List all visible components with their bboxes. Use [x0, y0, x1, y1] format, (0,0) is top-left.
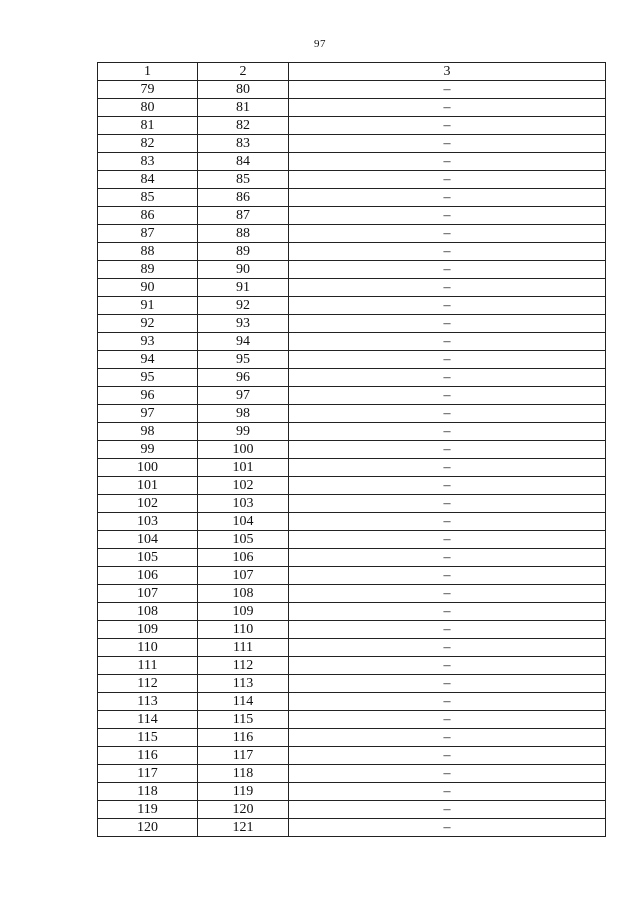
- table-cell-col-2: 114: [198, 693, 289, 711]
- table-cell-col-1: 115: [98, 729, 198, 747]
- table-row: [98, 135, 606, 153]
- table-cell-col-3: –: [289, 99, 606, 117]
- table-cell-col-3: –: [289, 567, 606, 585]
- table-row: [98, 531, 606, 549]
- table-cell-col-1: 113: [98, 693, 198, 711]
- table-cell-col-1: 105: [98, 549, 198, 567]
- table-cell-col-3: –: [289, 585, 606, 603]
- table-row: [98, 153, 606, 171]
- table-cell-col-1: 83: [98, 153, 198, 171]
- table-cell-col-2: 103: [198, 495, 289, 513]
- table-cell-col-3: –: [289, 171, 606, 189]
- table-row: [98, 477, 606, 495]
- table-cell-col-2: 80: [198, 81, 289, 99]
- table-cell-col-3: –: [289, 405, 606, 423]
- table-row: [98, 585, 606, 603]
- table-cell-col-1: 118: [98, 783, 198, 801]
- table-cell-col-1: 92: [98, 315, 198, 333]
- table-cell-col-1: 112: [98, 675, 198, 693]
- table-cell-col-2: 112: [198, 657, 289, 675]
- table-row: [98, 279, 606, 297]
- table-cell-col-2: 90: [198, 261, 289, 279]
- table-cell-col-3: –: [289, 639, 606, 657]
- table-cell-col-1: 107: [98, 585, 198, 603]
- table-cell-col-3: –: [289, 477, 606, 495]
- table-cell-col-3: –: [289, 495, 606, 513]
- column-header-2: 2: [198, 63, 289, 81]
- data-table: [97, 62, 606, 837]
- table-row: [98, 729, 606, 747]
- table-cell-col-1: 82: [98, 135, 198, 153]
- table-cell-col-2: 96: [198, 369, 289, 387]
- table-row: [98, 603, 606, 621]
- table-row: [98, 639, 606, 657]
- table-cell-col-3: –: [289, 387, 606, 405]
- table-cell-col-3: –: [289, 729, 606, 747]
- table-cell-col-1: 98: [98, 423, 198, 441]
- table-cell-col-3: –: [289, 783, 606, 801]
- table-cell-col-2: 85: [198, 171, 289, 189]
- table-row: [98, 243, 606, 261]
- table-cell-col-1: 89: [98, 261, 198, 279]
- table-cell-col-2: 102: [198, 477, 289, 495]
- table-cell-col-1: 96: [98, 387, 198, 405]
- table-cell-col-3: –: [289, 351, 606, 369]
- table-cell-col-3: –: [289, 531, 606, 549]
- table-cell-col-3: –: [289, 441, 606, 459]
- table-cell-col-3: –: [289, 657, 606, 675]
- table-row: [98, 747, 606, 765]
- table-cell-col-2: 105: [198, 531, 289, 549]
- table-cell-col-2: 118: [198, 765, 289, 783]
- table-cell-col-2: 116: [198, 729, 289, 747]
- table-row: [98, 423, 606, 441]
- table-cell-col-2: 108: [198, 585, 289, 603]
- table-row: [98, 405, 606, 423]
- table-cell-col-3: –: [289, 117, 606, 135]
- table-cell-col-1: 80: [98, 99, 198, 117]
- table-header-row: [98, 63, 606, 81]
- table-cell-col-2: 109: [198, 603, 289, 621]
- table-cell-col-1: 104: [98, 531, 198, 549]
- table-row: [98, 117, 606, 135]
- column-header-1: 1: [98, 63, 198, 81]
- table-cell-col-3: –: [289, 207, 606, 225]
- table-row: [98, 261, 606, 279]
- table-row: [98, 765, 606, 783]
- table-cell-col-1: 84: [98, 171, 198, 189]
- table-cell-col-2: 82: [198, 117, 289, 135]
- table-cell-col-3: –: [289, 189, 606, 207]
- table-cell-col-2: 87: [198, 207, 289, 225]
- table-cell-col-3: –: [289, 549, 606, 567]
- table-cell-col-1: 91: [98, 297, 198, 315]
- table-cell-col-2: 84: [198, 153, 289, 171]
- table-cell-col-2: 100: [198, 441, 289, 459]
- table-cell-col-1: 106: [98, 567, 198, 585]
- table-cell-col-2: 106: [198, 549, 289, 567]
- table-cell-col-1: 114: [98, 711, 198, 729]
- table-cell-col-1: 86: [98, 207, 198, 225]
- page-number: 97: [314, 38, 326, 50]
- table-row: [98, 351, 606, 369]
- table-cell-col-2: 119: [198, 783, 289, 801]
- table-cell-col-2: 95: [198, 351, 289, 369]
- table-row: [98, 297, 606, 315]
- table-cell-col-2: 101: [198, 459, 289, 477]
- table-cell-col-1: 95: [98, 369, 198, 387]
- table-cell-col-3: –: [289, 621, 606, 639]
- table-row: [98, 81, 606, 99]
- table-row: [98, 333, 606, 351]
- table-row: [98, 513, 606, 531]
- table-row: [98, 171, 606, 189]
- table-cell-col-3: –: [289, 225, 606, 243]
- table-row: [98, 549, 606, 567]
- table-cell-col-2: 107: [198, 567, 289, 585]
- table-row: [98, 189, 606, 207]
- table-cell-col-2: 83: [198, 135, 289, 153]
- table-cell-col-3: –: [289, 423, 606, 441]
- table-cell-col-1: 103: [98, 513, 198, 531]
- table-cell-col-1: 102: [98, 495, 198, 513]
- table-row: [98, 567, 606, 585]
- table-cell-col-2: 99: [198, 423, 289, 441]
- table-cell-col-3: –: [289, 513, 606, 531]
- table-cell-col-3: –: [289, 693, 606, 711]
- table-cell-col-3: –: [289, 261, 606, 279]
- table-row: [98, 315, 606, 333]
- table-row: [98, 693, 606, 711]
- table-cell-col-3: –: [289, 279, 606, 297]
- table-cell-col-3: –: [289, 675, 606, 693]
- table-row: [98, 369, 606, 387]
- table-cell-col-1: 101: [98, 477, 198, 495]
- table-row: [98, 387, 606, 405]
- table-cell-col-2: 120: [198, 801, 289, 819]
- table-cell-col-1: 119: [98, 801, 198, 819]
- table-cell-col-1: 99: [98, 441, 198, 459]
- table-cell-col-2: 94: [198, 333, 289, 351]
- table-cell-col-3: –: [289, 243, 606, 261]
- table-cell-col-1: 117: [98, 765, 198, 783]
- table-cell-col-3: –: [289, 333, 606, 351]
- table-cell-col-1: 111: [98, 657, 198, 675]
- table-cell-col-1: 85: [98, 189, 198, 207]
- table-cell-col-3: –: [289, 297, 606, 315]
- table-body: [98, 81, 606, 837]
- table-cell-col-1: 90: [98, 279, 198, 297]
- table-cell-col-1: 97: [98, 405, 198, 423]
- table-row: [98, 621, 606, 639]
- table-cell-col-2: 88: [198, 225, 289, 243]
- table-cell-col-2: 98: [198, 405, 289, 423]
- table-cell-col-3: –: [289, 153, 606, 171]
- table-cell-col-1: 120: [98, 819, 198, 837]
- table-cell-col-2: 81: [198, 99, 289, 117]
- table-row: [98, 99, 606, 117]
- table-cell-col-2: 113: [198, 675, 289, 693]
- table-cell-col-3: –: [289, 747, 606, 765]
- table-row: [98, 441, 606, 459]
- table-cell-col-2: 117: [198, 747, 289, 765]
- table-cell-col-2: 92: [198, 297, 289, 315]
- table-cell-col-3: –: [289, 801, 606, 819]
- column-header-3: 3: [289, 63, 606, 81]
- table-cell-col-1: 88: [98, 243, 198, 261]
- table-cell-col-3: –: [289, 459, 606, 477]
- table-cell-col-2: 115: [198, 711, 289, 729]
- table-row: [98, 459, 606, 477]
- table-cell-col-3: –: [289, 603, 606, 621]
- table-cell-col-2: 104: [198, 513, 289, 531]
- table-row: [98, 207, 606, 225]
- table-row: [98, 819, 606, 837]
- table-cell-col-1: 110: [98, 639, 198, 657]
- table-cell-col-3: –: [289, 135, 606, 153]
- table-cell-col-2: 91: [198, 279, 289, 297]
- table-row: [98, 675, 606, 693]
- table-cell-col-1: 93: [98, 333, 198, 351]
- table-row: [98, 801, 606, 819]
- table-cell-col-3: –: [289, 81, 606, 99]
- table-cell-col-1: 116: [98, 747, 198, 765]
- table-cell-col-2: 110: [198, 621, 289, 639]
- table-cell-col-2: 97: [198, 387, 289, 405]
- table-cell-col-1: 109: [98, 621, 198, 639]
- table-cell-col-1: 79: [98, 81, 198, 99]
- table-cell-col-3: –: [289, 711, 606, 729]
- table-cell-col-3: –: [289, 765, 606, 783]
- table-cell-col-1: 87: [98, 225, 198, 243]
- table-row: [98, 711, 606, 729]
- table-cell-col-1: 100: [98, 459, 198, 477]
- table-row: [98, 657, 606, 675]
- table-cell-col-1: 108: [98, 603, 198, 621]
- table-row: [98, 225, 606, 243]
- table-cell-col-2: 89: [198, 243, 289, 261]
- table-cell-col-3: –: [289, 819, 606, 837]
- table-cell-col-2: 93: [198, 315, 289, 333]
- table-cell-col-1: 94: [98, 351, 198, 369]
- table-cell-col-2: 111: [198, 639, 289, 657]
- table-cell-col-3: –: [289, 369, 606, 387]
- table-row: [98, 495, 606, 513]
- table-row: [98, 783, 606, 801]
- table-cell-col-2: 121: [198, 819, 289, 837]
- table-cell-col-2: 86: [198, 189, 289, 207]
- table-cell-col-3: –: [289, 315, 606, 333]
- table-cell-col-1: 81: [98, 117, 198, 135]
